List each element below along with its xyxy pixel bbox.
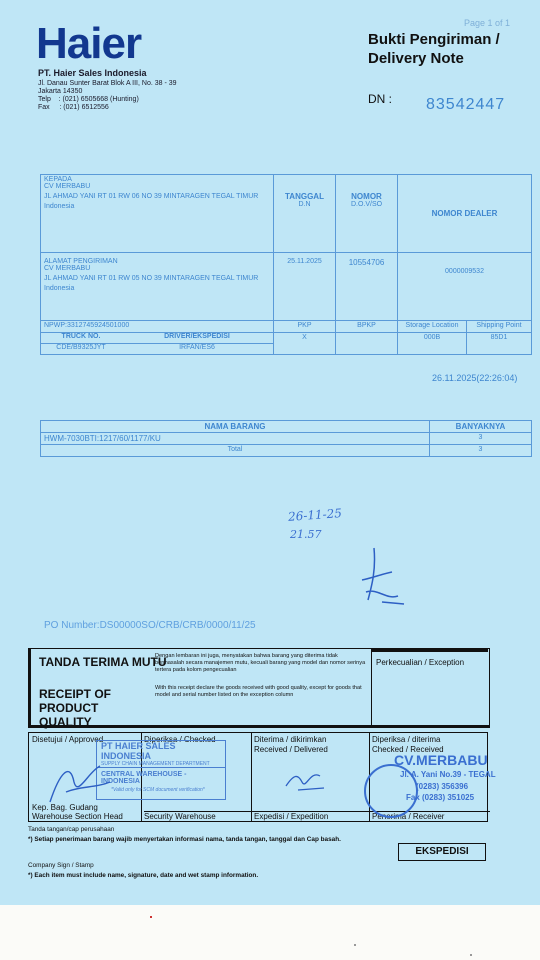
nomor-header [336,175,398,253]
received-label: Diperiksa / diterima Checked / Received [372,735,444,754]
kepada-label: KEPADA [44,176,72,183]
receipt-text-en: With this receipt declare the goods received with good quality, except for goods that model and serial number listed on the exception column [155,685,362,698]
exception-column [371,649,488,728]
approved-label: Disetujui / Approved [32,735,104,744]
item-qty: 3 [430,433,532,445]
ekspedisi-copy-label: EKSPEDISI [398,843,486,861]
so-number: 10554706 [348,258,385,267]
item-name: HWM-7030BTI:1217/60/1177/KU [41,433,430,445]
dealer-number: 0000009532 [445,268,484,275]
delivered-label: Diterima / dikirimkan Received / Delivered [254,735,328,754]
bpkp-label: BPKP [336,321,398,333]
speck [354,944,356,946]
shipping-value: 85D1 [467,333,532,355]
handwritten-time: 21.57 [290,528,322,541]
ship-label: ALAMAT PENGIRIMAN [44,258,118,265]
npwp-cell: NPWP:3312745924501000 [41,321,274,333]
receipt-text-id: Dengan lembaran ini juga, menyatakan bahwa barang yang diterima tidak bermasalah secara manajemen mutu, kecuali barang yang model dan nomor serinya tertera pada kolom pengecualian [155,653,366,673]
footer-sign-id: Tanda tangan/cap perusahaan [28,826,115,833]
document-title [368,30,500,68]
stamp-haier-line1: PT HAIER SALES INDONESIA [101,741,176,761]
tanggal-sub: D.N [298,201,311,208]
total-qty: 3 [430,445,532,457]
handwritten-signature [352,540,412,610]
merbabu-stamp [360,752,500,822]
shipping-label: Shipping Point [467,321,532,333]
dealer-label: NOMOR DEALER [431,209,498,218]
ship-address-cell [41,253,274,321]
stamp-haier-line2: SUPPLY CHAIN MANAGEMENT DEPARTMENT [97,761,225,768]
haier-logo: Haier [36,19,142,68]
speck [150,916,152,918]
checked-label: Diperiksa / Checked [144,735,216,744]
so-cell [336,253,398,321]
delivered-role: Expedisi / Expedition [254,811,372,821]
footer-note-en: *) Each item must include name, signature, date and wet stamp information. [28,872,259,879]
exception-label: Perkecualian / Exception [376,658,465,667]
dealer-header [398,175,532,253]
receipt-title-id: TANDA TERIMA MUTU [39,655,167,669]
bpkp-empty [336,333,398,355]
table-row [41,433,532,445]
delivered-signature [280,766,340,796]
col-nama-barang: NAMA BARANG [41,421,430,433]
stamp-merbabu-line4: Fax (0283) 351025 [406,793,475,802]
print-timestamp: 26.11.2025(22:26:04) [432,373,518,383]
receipt-quality-box [28,648,490,728]
items-table [40,420,532,457]
truck-driver-header [41,333,274,344]
company-address: Jl. Danau Sunter Barat Blok A III, No. 38 - 39 Jakarta 14350 Telp : (021) 6505668 (Hunting) Fax : (021) 6512556 [38,80,177,111]
stamp-merbabu-line3: (0283) 356396 [416,782,469,791]
storage-label: Storage Location [398,321,467,333]
document-title-line2: Delivery Note [368,50,464,67]
receipt-title-en: RECEIPT OF PRODUCT QUALITY [39,687,112,729]
company-name: PT. Haier Sales Indonesia [38,68,147,78]
stamp-merbabu-line2: Jl. A. Yani No.39 - TEGAL [400,770,496,779]
storage-value: 000B [398,333,467,355]
nomor-sub: D.O.V/SO [350,201,383,208]
truck-driver-values [41,344,274,355]
pkp-mark: X [274,333,336,355]
customer-address: JL AHMAD YANI RT 01 RW 06 NO 39 MINTARAGEN TEGAL TIMUR [44,193,259,200]
dn-number: 83542447 [426,96,506,113]
page-number: Page 1 of 1 [464,18,511,28]
ship-address: JL AHMAD YANI RT 01 RW 05 NO 39 MINTARAGEN TEGAL TIMUR [44,275,259,282]
approver-signature [40,752,120,812]
customer-name: CV MERBABU [44,183,91,190]
driver-label: DRIVER/EKSPEDISI [164,333,230,340]
stamp-haier-line4: *Valid only for SCM document verification* [111,787,205,793]
footer-sign-en: Company Sign / Stamp [28,862,94,869]
dn-label: DN : [368,92,392,106]
stamp-merbabu-line1: CV.MERBABU [394,752,488,768]
handwritten-date: 26-11-25 [287,506,343,524]
truck-no: CDE/B9325JYT [56,344,106,351]
ship-name: CV MERBABU [44,265,91,272]
driver-name: IRFAN/ES6 [179,344,215,351]
footer-note-id: *) Setiap penerimaan barang wajib menyertakan informasi nama, tanda tangan, tanggal dan Cap basah. [28,836,341,843]
po-number: PO Number:DS00000SO/CRB/CRB/0000/11/25 [44,620,256,631]
dealer-number-cell [398,253,532,321]
total-label: Total [41,445,430,457]
ship-country: Indonesia [44,285,75,292]
customer-table [40,174,532,355]
dn-date: 25.11.2025 [287,258,322,265]
approved-role: Kep. Bag. Gudang Warehouse Section Head [32,803,123,821]
speck [470,954,472,956]
nomor-label: NOMOR [351,192,382,201]
pkp-label: PKP [274,321,336,333]
tanggal-label: TANGGAL [285,192,324,201]
tanggal-header [274,175,336,253]
col-banyaknya: BANYAKNYA [430,421,532,433]
checked-role: Security Warehouse [144,811,254,821]
kepada-cell [41,175,274,253]
truck-label: TRUCK NO. [61,333,101,340]
date-cell [274,253,336,321]
stamp-haier-line3: CENTRAL WAREHOUSE - INDONESIA [101,771,187,785]
customer-country: Indonesia [44,203,75,210]
received-role: Penerima / Receiver [372,811,490,821]
document-title-line1: Bukti Pengiriman / [368,31,500,48]
